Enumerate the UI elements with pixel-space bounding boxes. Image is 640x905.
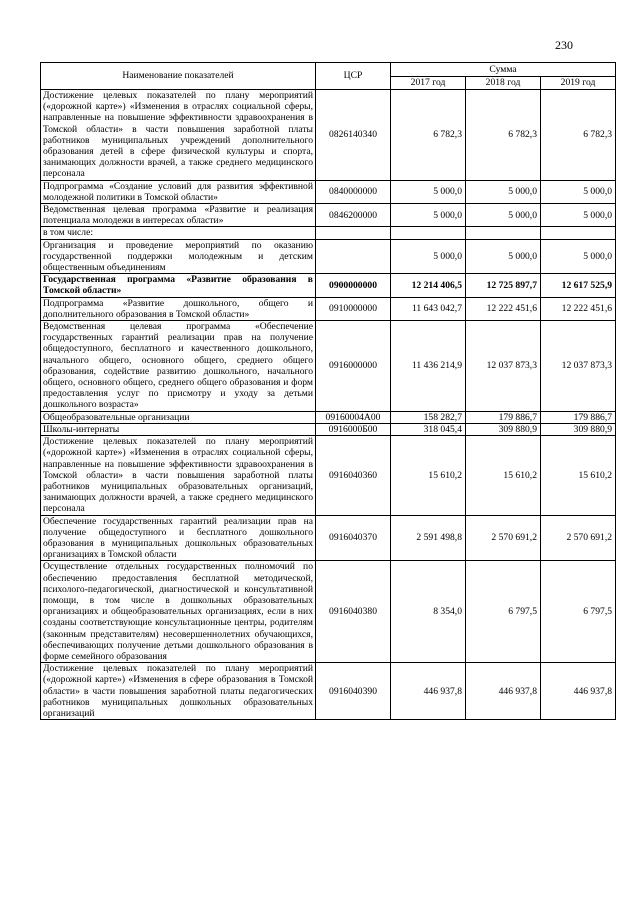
row-name: Подпрограмма «Развитие дошкольного, общего и дополнительного образования в Томской области» xyxy=(41,297,316,320)
row-value-2017: 5 000,0 xyxy=(391,204,466,227)
row-value-2017: 2 591 498,8 xyxy=(391,515,466,561)
row-value-2018: 5 000,0 xyxy=(466,180,541,203)
row-value-2017: 8 354,0 xyxy=(391,561,466,663)
row-name: Обеспечение государственных гарантий реализации прав на получение общедоступного и бесплатного дошкольного образования в муниципальных дошкольных образовательных организациях в Томской области xyxy=(41,515,316,561)
row-value-2017: 12 214 406,5 xyxy=(391,274,466,297)
header-year-2019: 2019 год xyxy=(541,77,616,90)
row-value-2019: 5 000,0 xyxy=(541,204,616,227)
row-value-2019: 5 000,0 xyxy=(541,239,616,274)
table-row xyxy=(41,274,616,297)
row-code xyxy=(316,239,391,274)
row-value-2017: 11 436 214,9 xyxy=(391,321,466,412)
table-row xyxy=(41,561,616,663)
row-name: Общеобразовательные организации xyxy=(41,411,316,423)
row-value-2018: 309 880,9 xyxy=(466,423,541,435)
row-code: 0916040380 xyxy=(316,561,391,663)
row-value-2018: 5 000,0 xyxy=(466,204,541,227)
table-row xyxy=(41,239,616,274)
row-value-2019: 6 782,3 xyxy=(541,90,616,181)
row-code: 0916040370 xyxy=(316,515,391,561)
row-value-2017: 446 937,8 xyxy=(391,663,466,720)
header-year-2018: 2018 год xyxy=(466,77,541,90)
header-name: Наименование показателей xyxy=(41,63,316,90)
row-code: 0826140340 xyxy=(316,90,391,181)
row-value-2017: 6 782,3 xyxy=(391,90,466,181)
row-code: 0916000Б00 xyxy=(316,423,391,435)
table-row xyxy=(41,297,616,320)
row-value-2018: 2 570 691,2 xyxy=(466,515,541,561)
row-value-2019: 6 797,5 xyxy=(541,561,616,663)
row-value-2019: 12 222 451,6 xyxy=(541,297,616,320)
row-value-2018: 15 610,2 xyxy=(466,436,541,515)
row-name: Организация и проведение мероприятий по оказанию государственной поддержки молодежным и детским общественным объединениям xyxy=(41,239,316,274)
table-row xyxy=(41,411,616,423)
row-value-2017: 318 045,4 xyxy=(391,423,466,435)
row-value-2018: 12 725 897,7 xyxy=(466,274,541,297)
row-value-2017 xyxy=(391,227,466,239)
table-row xyxy=(41,436,616,515)
row-value-2019: 179 886,7 xyxy=(541,411,616,423)
row-code: 0900000000 xyxy=(316,274,391,297)
row-name: Государственная программа «Развитие образования в Томской области» xyxy=(41,274,316,297)
table-row xyxy=(41,515,616,561)
row-code: 0916000000 xyxy=(316,321,391,412)
row-value-2019: 446 937,8 xyxy=(541,663,616,720)
row-name: Ведомственная целевая программа «Развитие и реализация потенциала молодежи в интересах области» xyxy=(41,204,316,227)
row-value-2018: 12 222 451,6 xyxy=(466,297,541,320)
row-value-2018: 446 937,8 xyxy=(466,663,541,720)
row-value-2017: 5 000,0 xyxy=(391,239,466,274)
row-name: Школы-интернаты xyxy=(41,423,316,435)
row-name: Подпрограмма «Создание условий для развития эффективной молодежной политики в Томской области» xyxy=(41,180,316,203)
row-name: Ведомственная целевая программа «Обеспечение государственных гарантий реализации прав на получение общедоступного, бесплатного и качественного дошкольного, начального общего, основного общего, среднего общего образования, содействие развитию дошкольного, начального общего, основного общего, среднего общего образования и форм предоставления услуг по присмотру и уходу за детьми дошкольного возраста» xyxy=(41,321,316,412)
row-name: Достижение целевых показателей по плану мероприятий («дорожной карте») «Изменения в отраслях социальной сферы, направленные на повышение эффективности здравоохранения в Томской области» в части повышения заработной платы работников муниципальных образовательных организаций, занимающих должности врачей, а также среднего медицинского персонала xyxy=(41,436,316,515)
table-row xyxy=(41,227,616,239)
row-code: 0840000000 xyxy=(316,180,391,203)
row-value-2018 xyxy=(466,227,541,239)
row-code: 0910000000 xyxy=(316,297,391,320)
row-value-2018: 179 886,7 xyxy=(466,411,541,423)
row-code: 0916040360 xyxy=(316,436,391,515)
table-row xyxy=(41,663,616,720)
row-value-2019: 2 570 691,2 xyxy=(541,515,616,561)
table-row xyxy=(41,204,616,227)
budget-table xyxy=(40,62,616,720)
row-value-2018: 6 797,5 xyxy=(466,561,541,663)
table-row xyxy=(41,423,616,435)
header-sum: Сумма xyxy=(391,63,616,77)
row-code: 09160004А00 xyxy=(316,411,391,423)
row-name: Осуществление отдельных государственных полномочий по обеспечению предоставления бесплатной методической, психолого-педагогической, диагностической и консультативной помощи, в том числе в дошкольных образовательных организациях и общеобразовательных организациях, если в них созданы соответствующие консультационные центры, родителям (законным представителям) несовершеннолетних обучающихся, обеспечивающих получение детьми дошкольного образования в форме семейного образования xyxy=(41,561,316,663)
row-value-2017: 11 643 042,7 xyxy=(391,297,466,320)
row-value-2017: 158 282,7 xyxy=(391,411,466,423)
row-value-2018: 12 037 873,3 xyxy=(466,321,541,412)
row-name: Достижение целевых показателей по плану мероприятий («дорожной карте») «Изменения в отраслях социальной сферы, направленные на повышение эффективности здравоохранения в Томской области» в части повышения заработной платы работников муниципальных учреждений дополнительного образования детей в сфере физической культуры и спорта, занимающих должности врачей, а также среднего медицинского персонала xyxy=(41,90,316,181)
header-year-2017: 2017 год xyxy=(391,77,466,90)
table-row xyxy=(41,90,616,181)
table-row xyxy=(41,321,616,412)
row-value-2019: 12 617 525,9 xyxy=(541,274,616,297)
table-row xyxy=(41,180,616,203)
row-code: 0846200000 xyxy=(316,204,391,227)
row-code xyxy=(316,227,391,239)
row-value-2019: 309 880,9 xyxy=(541,423,616,435)
page-number: 230 xyxy=(555,38,573,52)
row-value-2017: 5 000,0 xyxy=(391,180,466,203)
row-value-2019: 5 000,0 xyxy=(541,180,616,203)
row-name: Достижение целевых показателей по плану мероприятий («дорожной карте») «Изменения в сфере образования в Томской области» в части повышения заработной платы педагогических работников муниципальных дошкольных образовательных организаций xyxy=(41,663,316,720)
table-body xyxy=(41,90,616,720)
row-value-2018: 6 782,3 xyxy=(466,90,541,181)
row-value-2019: 15 610,2 xyxy=(541,436,616,515)
row-value-2019: 12 037 873,3 xyxy=(541,321,616,412)
row-name: в том числе: xyxy=(41,227,316,239)
row-value-2019 xyxy=(541,227,616,239)
row-code: 0916040390 xyxy=(316,663,391,720)
row-value-2017: 15 610,2 xyxy=(391,436,466,515)
header-code: ЦСР xyxy=(316,63,391,90)
row-value-2018: 5 000,0 xyxy=(466,239,541,274)
